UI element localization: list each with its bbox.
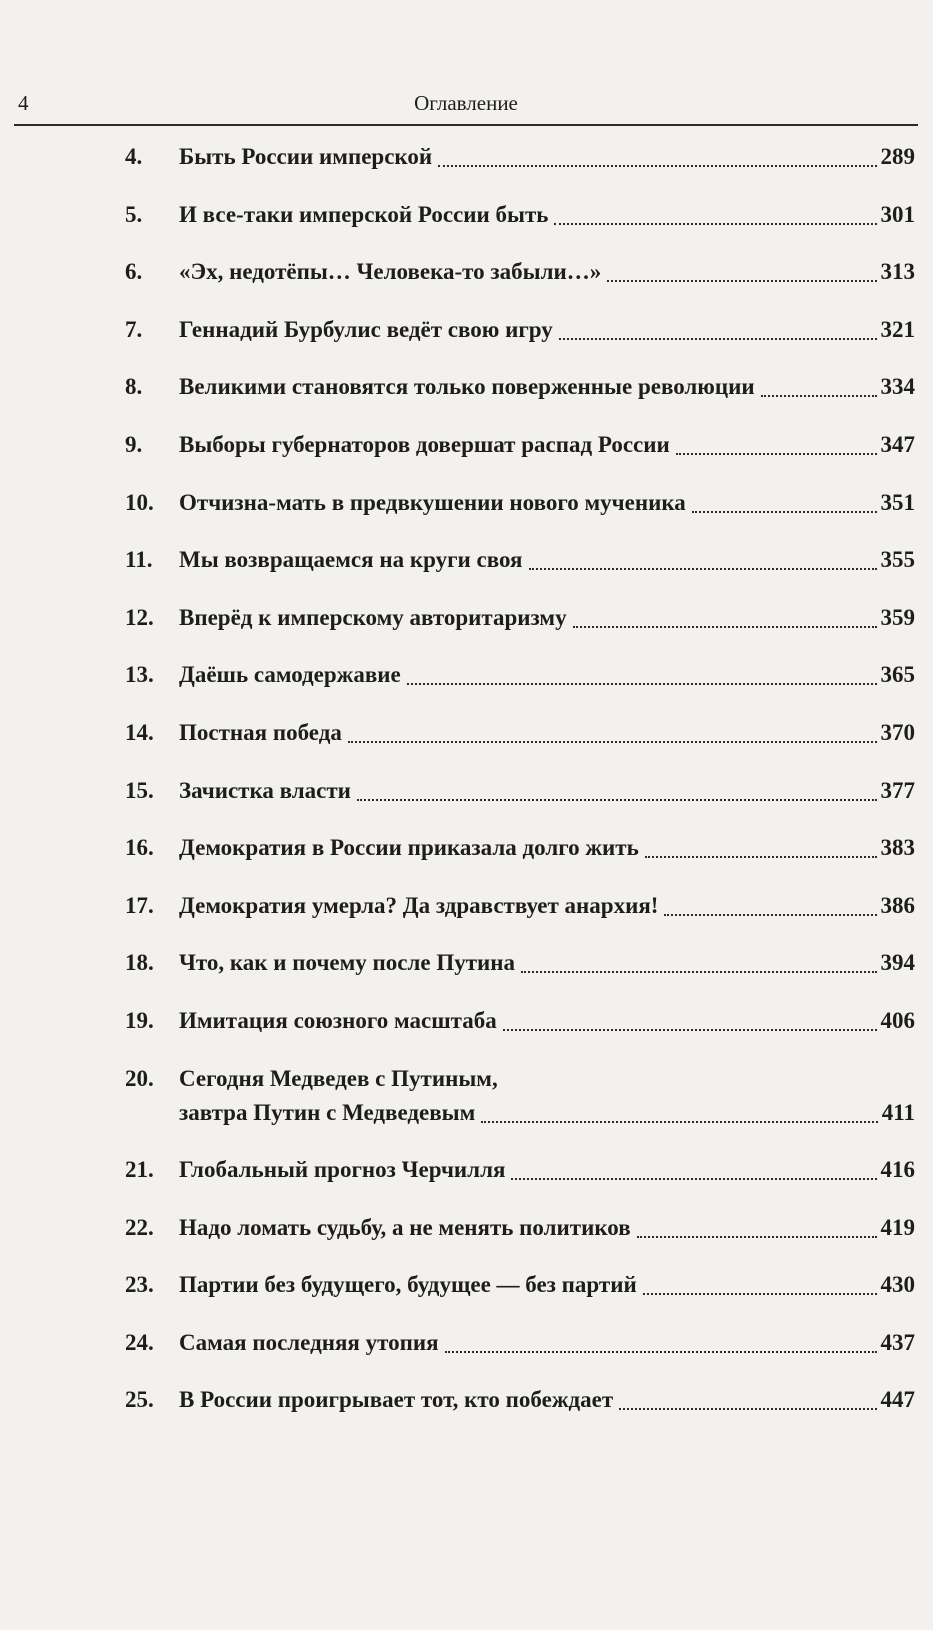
entry-number: 6. [125, 259, 143, 285]
table-of-contents [125, 140, 915, 1441]
dot-leader [645, 856, 877, 858]
entry-title: Глобальный прогноз Черчилля [179, 1157, 506, 1183]
entry-title: Великими становятся только поверженные революции [179, 374, 755, 400]
entry-title: Быть России имперской [179, 144, 433, 169]
entry-number: 12. [125, 604, 154, 630]
entry-title: Вперёд к имперскому авторитаризму [179, 604, 567, 630]
entry-title-line-2: завтра Путин с Медведевым [179, 1099, 476, 1125]
dot-leader [521, 971, 876, 973]
running-title: Оглавление [414, 91, 518, 115]
entry-page-number: 321 [880, 316, 915, 342]
dot-leader [503, 1029, 877, 1031]
toc-entry-9 [125, 428, 915, 462]
dot-leader [559, 338, 877, 340]
entry-page-number: 437 [880, 1329, 915, 1355]
entry-page-number: 419 [880, 1214, 915, 1240]
toc-entry-13 [125, 658, 915, 692]
dot-leader [643, 1293, 877, 1295]
toc-entry-19 [125, 1004, 915, 1038]
entry-page-number: 351 [880, 489, 915, 515]
dot-leader [692, 511, 877, 513]
entry-title: Что, как и почему после Путина [179, 950, 516, 976]
entry-page-number: 301 [880, 201, 915, 227]
entry-line [179, 1383, 915, 1417]
entry-line [179, 889, 915, 923]
entry-page-number: 334 [880, 374, 915, 400]
entry-title-line-1: Сегодня Медведев с Путиным, [179, 1065, 498, 1091]
entry-page-number: 406 [880, 1007, 915, 1033]
page-number: 4 [18, 91, 29, 115]
entry-body [179, 1211, 915, 1245]
entry-line [179, 658, 915, 692]
entry-body [179, 486, 915, 520]
entry-body [179, 543, 915, 577]
entry-line [179, 486, 915, 520]
toc-entry-14 [125, 716, 915, 750]
entry-number: 5. [125, 201, 143, 227]
dot-leader [664, 914, 876, 916]
entry-title: Отчизна-мать в предвкушении нового мученика [179, 489, 686, 515]
toc-entry-5 [125, 198, 915, 232]
entry-title: Геннадий Бурбулис ведёт свою игру [179, 316, 553, 342]
entry-number: 13. [125, 662, 154, 688]
entry-page-number: 447 [880, 1387, 915, 1413]
entry-body [179, 831, 915, 865]
entry-title: Мы возвращаемся на круги своя [179, 547, 523, 573]
entry-number: 22. [125, 1214, 154, 1240]
entry-page-number: 313 [880, 259, 915, 285]
entry-number: 20. [125, 1065, 154, 1091]
entry-number: 15. [125, 777, 154, 803]
entry-line [179, 716, 915, 750]
entry-title: Демократия умерла? Да здравствует анархия! [179, 892, 659, 918]
dot-leader [348, 741, 877, 743]
entry-page-number: 365 [880, 662, 915, 688]
entry-line [179, 831, 915, 865]
entry-body [179, 716, 915, 750]
entry-body [179, 1062, 915, 1130]
entry-page-number: 411 [881, 1099, 915, 1125]
entry-line [179, 140, 915, 174]
dot-leader [573, 626, 877, 628]
entry-title: Даёшь самодержавие [179, 662, 401, 688]
entry-line [179, 1096, 915, 1130]
entry-page-number: 359 [880, 604, 915, 630]
dot-leader [445, 1351, 877, 1353]
entry-line [179, 1153, 915, 1187]
entry-title: Зачистка власти [179, 777, 351, 803]
dot-leader [529, 568, 877, 570]
entry-line [179, 1326, 915, 1360]
entry-line [179, 543, 915, 577]
entry-title: Имитация союзного масштаба [179, 1007, 497, 1033]
entry-title: «Эх, недотёпы… Человека-то забыли…» [179, 259, 602, 285]
toc-entry-25 [125, 1383, 915, 1417]
entry-line [179, 1062, 915, 1096]
toc-entry-11 [125, 543, 915, 577]
dot-leader [357, 799, 877, 801]
entry-number: 17. [125, 892, 154, 918]
toc-entry-12 [125, 601, 915, 635]
entry-body [179, 370, 915, 404]
entry-body [179, 1004, 915, 1038]
entry-line [179, 1004, 915, 1038]
entry-body [179, 658, 915, 692]
entry-line [179, 946, 915, 980]
entry-page-number: 289 [880, 144, 915, 169]
entry-body [179, 198, 915, 232]
entry-number: 14. [125, 719, 154, 745]
entry-number: 24. [125, 1329, 154, 1355]
entry-body [179, 1268, 915, 1302]
entry-number: 19. [125, 1007, 154, 1033]
entry-page-number: 370 [880, 719, 915, 745]
dot-leader [438, 165, 876, 167]
entry-line [179, 428, 915, 462]
entry-line [179, 1268, 915, 1302]
entry-line [179, 255, 915, 289]
toc-entry-4 [125, 140, 915, 174]
entry-title: Демократия в России приказала долго жить [179, 835, 639, 861]
entry-number: 4. [125, 144, 143, 169]
entry-body [179, 1383, 915, 1417]
toc-entry-10 [125, 486, 915, 520]
entry-body [179, 255, 915, 289]
entry-page-number: 386 [880, 892, 915, 918]
entry-page-number: 355 [880, 547, 915, 573]
entry-number: 25. [125, 1387, 154, 1413]
entry-title: Самая последняя утопия [179, 1329, 439, 1355]
entry-number: 21. [125, 1157, 154, 1183]
entry-body [179, 601, 915, 635]
entry-number: 7. [125, 316, 143, 342]
entry-line [179, 198, 915, 232]
entry-body [179, 140, 915, 174]
entry-page-number: 416 [880, 1157, 915, 1183]
entry-number: 8. [125, 374, 143, 400]
entry-line [179, 1211, 915, 1245]
entry-page-number: 347 [880, 431, 915, 457]
dot-leader [407, 683, 877, 685]
toc-entry-22 [125, 1211, 915, 1245]
toc-entry-8 [125, 370, 915, 404]
dot-leader [676, 453, 877, 455]
dot-leader [511, 1178, 876, 1180]
entry-number: 10. [125, 489, 154, 515]
entry-number: 16. [125, 835, 154, 861]
entry-title: Надо ломать судьбу, а не менять политиков [179, 1214, 631, 1240]
entry-number: 23. [125, 1272, 154, 1298]
entry-body [179, 946, 915, 980]
dot-leader [607, 280, 876, 282]
dot-leader [481, 1121, 877, 1123]
entry-title: Выборы губернаторов довершат распад России [179, 431, 670, 457]
entry-title: В России проигрывает тот, кто побеждает [179, 1387, 614, 1413]
toc-entry-24 [125, 1326, 915, 1360]
dot-leader [637, 1236, 877, 1238]
entry-body [179, 1153, 915, 1187]
entry-page-number: 377 [880, 777, 915, 803]
entry-body [179, 1326, 915, 1360]
entry-body [179, 313, 915, 347]
toc-entry-23 [125, 1268, 915, 1302]
entry-title: Постная победа [179, 719, 342, 745]
toc-entry-18 [125, 946, 915, 980]
entry-page-number: 383 [880, 835, 915, 861]
entry-number: 9. [125, 431, 143, 457]
toc-entry-16 [125, 831, 915, 865]
entry-number: 18. [125, 950, 154, 976]
toc-entry-20 [125, 1062, 915, 1130]
entry-title: И все-таки имперской России быть [179, 201, 549, 227]
entry-line [179, 601, 915, 635]
dot-leader [761, 395, 877, 397]
toc-entry-15 [125, 774, 915, 808]
entry-body [179, 428, 915, 462]
entry-line [179, 774, 915, 808]
entry-body [179, 774, 915, 808]
entry-page-number: 430 [880, 1272, 915, 1298]
entry-title: Партии без будущего, будущее — без партий [179, 1272, 637, 1298]
dot-leader [619, 1408, 876, 1410]
entry-number: 11. [125, 547, 153, 573]
toc-entry-17 [125, 889, 915, 923]
entry-body [179, 889, 915, 923]
page-header [14, 88, 918, 126]
toc-entry-6 [125, 255, 915, 289]
toc-entry-7 [125, 313, 915, 347]
entry-line [179, 370, 915, 404]
toc-entry-21 [125, 1153, 915, 1187]
entry-line [179, 313, 915, 347]
dot-leader [554, 223, 876, 225]
entry-page-number: 394 [880, 950, 915, 976]
